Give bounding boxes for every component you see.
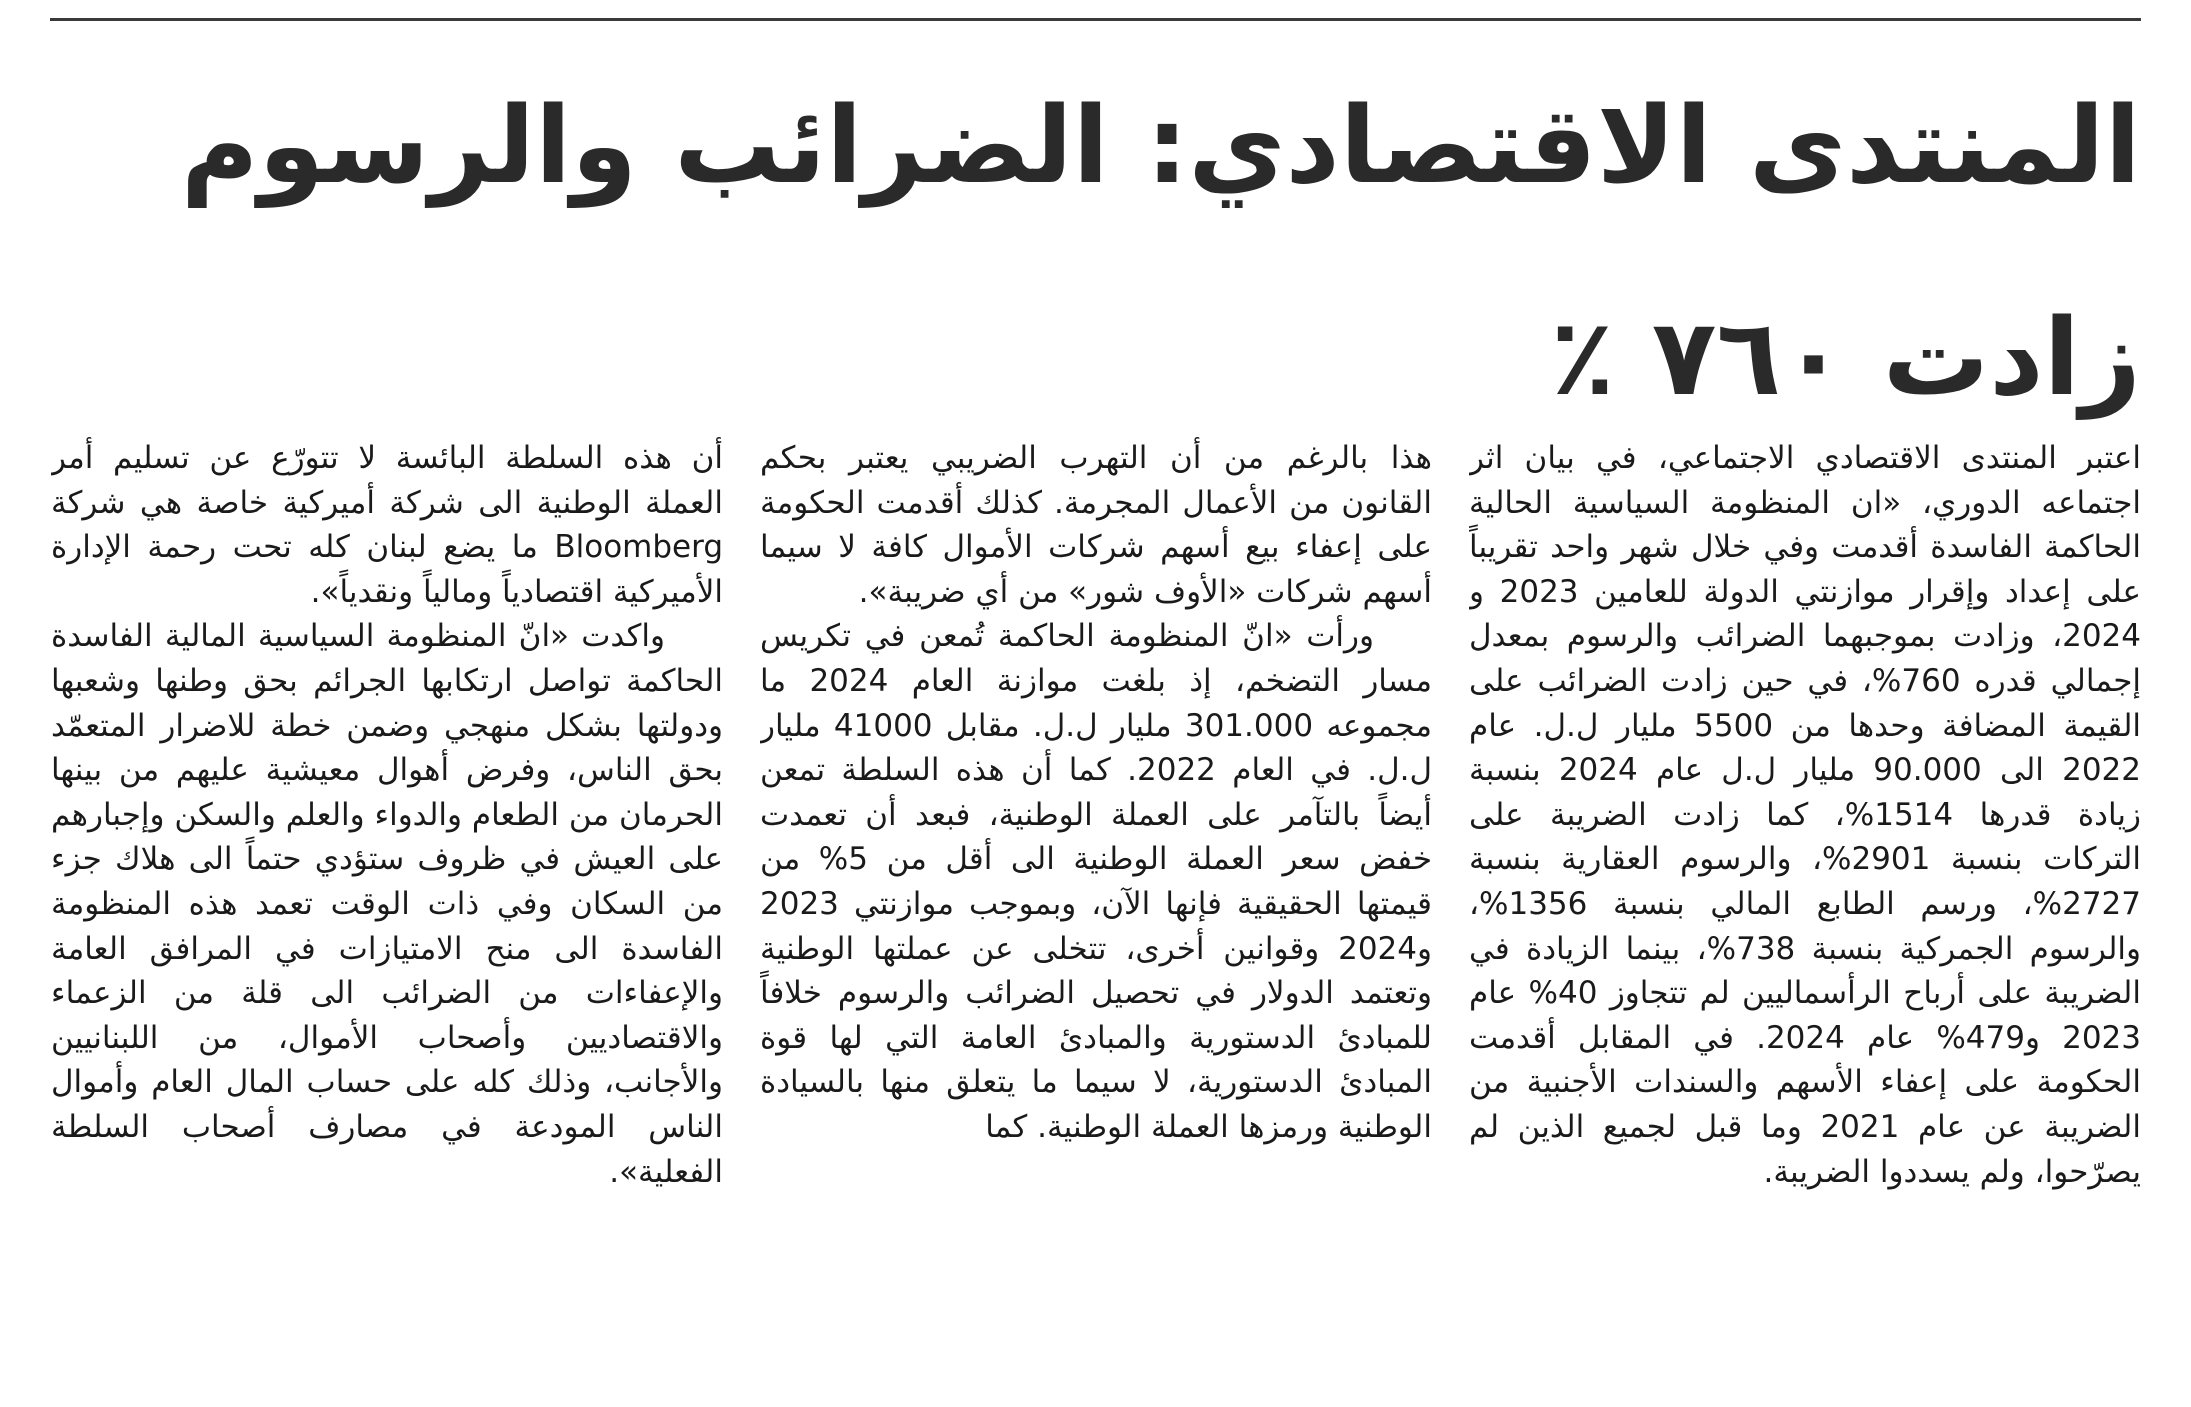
article-body bbox=[50, 436, 2141, 1396]
column-left bbox=[51, 436, 723, 1396]
paragraph: واكدت «انّ المنظومة السياسية المالية الفاسدة الحاكمة تواصل ارتكابها الجرائم بحق وطنها وشعبها ودولتها بشكل منهجي وضمن خطة للاضرار المتعمّد بحق الناس، وفرض أهوال معيشية عليهم من بينها الحرمان من الطعام والدواء والعلم والسكن وإجبارهم على العيش في ظروف ستؤدي حتماً الى هلاك جزء من السكان وفي ذات الوقت تعمد هذه المنظومة الفاسدة الى منح الامتيازات في المرافق العامة والإعفاءات من الضرائب الى قلة من الزعماء والاقتصاديين وأصحاب الأموال، من اللبنانيين والأجانب، وذلك كله على حساب المال العام وأموال الناس المودعة في مصارف أصحاب السلطة الفعلية». bbox=[51, 618, 723, 1190]
paragraph: هذا بالرغم من أن التهرب الضريبي يعتبر بحكم القانون من الأعمال المجرمة. كذلك أقدمت الحكومة على إعفاء بيع أسهم شركات الأموال كافة لا سيما أسهم شركات «الأوف شور» من أي ضريبة». bbox=[760, 440, 1432, 610]
paragraph: ورأت «انّ المنظومة الحاكمة تُمعن في تكريس مسار التضخم، إذ بلغت موازنة العام 2024 ما مجموعه 301.000 مليار ل.ل. مقابل 41000 مليار ل.ل. في العام 2022. كما أن هذه السلطة تمعن أيضاً بالتآمر على العملة الوطنية، فبعد أن تعمدت خفض سعر العملة الوطنية الى أقل من 5% من قيمتها الحقيقية فإنها الآن، وبموجب موازنتي 2023 و2024 وقوانين أخرى، تتخلى عن عملتها الوطنية وتعتمد الدولار في تحصيل الضرائب والرسوم خلافاً للمبادئ الدستورية والمبادئ العامة التي لها قوة المبادئ الدستورية، لا سيما ما يتعلق منها بالسيادة الوطنية ورمزها العملة الوطنية. كما bbox=[760, 618, 1432, 1145]
headline: المنتدى الاقتصادي: الضرائب والرسوم زادت ٧٦٠ ٪ bbox=[180, 84, 2141, 419]
column-right bbox=[1469, 436, 2141, 1396]
column-middle bbox=[760, 436, 1432, 1396]
paragraph: أن هذه السلطة البائسة لا تتورّع عن تسليم أمر العملة الوطنية الى شركة أميركية خاصة هي شركة Bloomberg ما يضع لبنان كله تحت رحمة الإدارة الأميركية اقتصادياً ومالياً ونقدياً». bbox=[51, 440, 723, 610]
top-rule bbox=[50, 18, 2141, 21]
paragraph: اعتبر المنتدى الاقتصادي الاجتماعي، في بيان اثر اجتماعه الدوري، «ان المنظومة السياسية الحالية الحاكمة الفاسدة أقدمت وفي خلال شهر واحد تقريباً على إعداد وإقرار موازنتي الدولة للعامين 2023 و 2024، وزادت بموجبهما الضرائب والرسوم بمعدل إجمالي قدره 760%، في حين زادت الضرائب على القيمة المضافة وحدها من 5500 مليار ل.ل. عام 2022 الى 90.000 مليار ل.ل عام 2024 بنسبة زيادة قدرها 1514%، كما زادت الضريبة على التركات بنسبة 2901%، والرسوم العقارية بنسبة 2727%، ورسم الطابع المالي بنسبة 1356%، والرسوم الجمركية بنسبة 738%، بينما الزيادة في الضريبة على أرباح الرأسماليين لم تتجاوز 40% عام 2023 و479% عام 2024. في المقابل أقدمت الحكومة على إعفاء الأسهم والسندات الأجنبية من الضريبة عن عام 2021 وما قبل لجميع الذين لم يصرّحوا، ولم يسددوا الضريبة. bbox=[1469, 440, 2141, 1190]
